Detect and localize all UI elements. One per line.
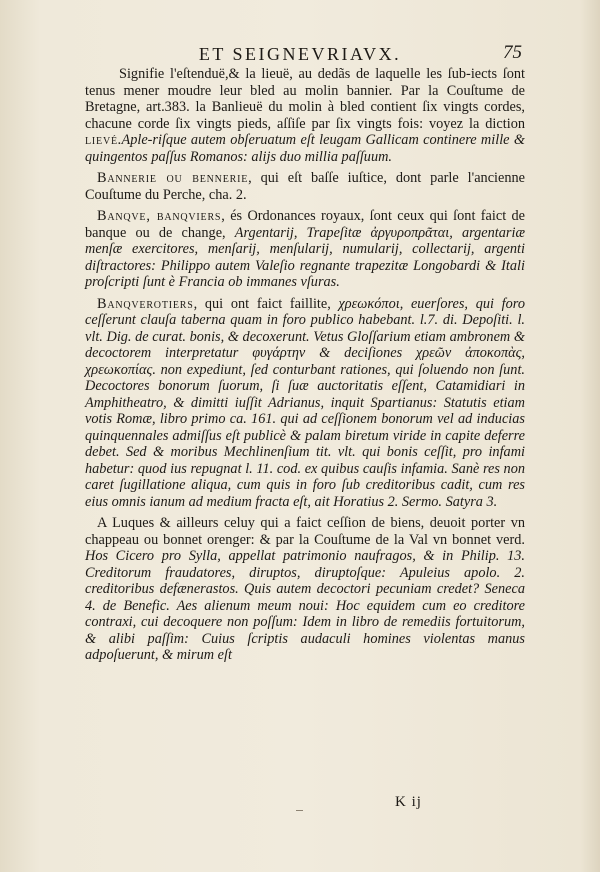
paragraph-4-segment-2: , qui ont faict faillite, — [193, 295, 339, 312]
page-number: 75 — [503, 42, 522, 63]
paragraph-1-segment-2: lievé — [85, 132, 118, 148]
paragraph-3-segment-3: Argentarij, Trapeſitæ ἀργυροπρᾶται, argentariæ menſæ exercitores, menſarij, menſularij, numularij, collectarij, argenti diſtractores: Philippo autem Valeſio regnante trapezitæ Longobardi & Itali proſcripti ſunt è Francia ob immanes vſuras. — [85, 224, 525, 290]
text-block — [85, 66, 525, 669]
paragraph-1-segment-1: Signifie l'eſtenduë,& la lieuë, au dedãs de laquelle les ſub-iects ſont tenus mener moudre leur bled au molin bannier. Par la Couſtume de Bretagne, art.383. la Banlieuë du molin à bled contient ſix vingts cordes, chacune corde ſix vingts pieds, aſſiſe par ſix vingts fois: voyez la diction — [85, 66, 525, 132]
paragraph-4 — [85, 296, 525, 511]
paragraph-5-segment-2: Hos Cicero pro Sylla, appellat patrimonio naufragos, & in Philip. 13. Creditorum fraudatores, diruptos, diruptoſque: Apuleius apolo. 2. creditoribus defænerastos. Quis autem decoctori pecuniam credet? Seneca 4. de Benefic. Aes alienum meum noui: Hoc equidem cum eo creditore contraxi, cui decoquere non poſſum: Idem in libro de remediis fortuitorum, & alibi paſſim: Cuius ſcriptis audaculi homines violentas manus adpoſuerunt, & mirum eſt — [85, 548, 525, 663]
paragraph-5 — [85, 515, 525, 664]
paragraph-4-segment-1: Banqverotiers — [97, 295, 194, 312]
page-header — [0, 44, 600, 68]
paragraph-2-segment-1: Bannerie ou bennerie — [97, 170, 249, 186]
paragraph-5-segment-1: A Luques & ailleurs celuy qui a faict ceſſion de biens, deuoit porter vn chappeau ou bonnet orenger: & par la Couſtume de la Val vn bonnet verd. — [85, 515, 525, 548]
paragraph-3-segment-2: , és Ordonances royaux, ſont ceux qui ſont faict de banque ou de change, — [85, 208, 525, 241]
dash-mark — [296, 810, 303, 811]
running-head: ET SEIGNEVRIAVX. — [198, 44, 402, 64]
paragraph-2 — [85, 170, 525, 203]
paragraph-1 — [85, 66, 525, 165]
paragraph-4-segment-3: χρεωκόποι, euerſores, qui foro ceſſerunt clauſa taberna quam in foro publico habebant. l.7. di. Depoſiti. l. vlt. Dig. de curat. bonis, & decoxerunt. Vetus Gloſſarium etiam ambronem & decoctorem interpretatur φυγάρτην & deciſiones χρεῶν ἀποκοπὰς, χρεωκοπίας. non expediunt, ſed conturbant rationes, qui ſoluendo non ſunt. Decoctores bonorum ſuorum, ſi ſuæ auctoritatis eſſent, Catamidiari in Amphitheatro, & dimitti iuſſit Adrianus, inquit Spartianus: Statutis etiam votis Romæ, libro primo ca. 161. qui ad ceſſionem bonorum vel ad inducias quinquennales admiſſus eſt publicè & palam biretum viride in capite deferre debet. Sed & moribus Mechlinenſium tit. vlt. qui bonis ceſſit, pro infami habetur: quod ius repugnat l. 11. cod. ex quibus cauſis infamia. Sanè res non caret ſugillatione aliqua, cum quis in foro ſub creditoribus cadit, cum res eius omnis ianum ad medium fracta eſt, ait Horatius 2. Sermo. Satyra 3. — [85, 295, 525, 510]
signature-mark: K ij — [395, 794, 422, 810]
paragraph-3-segment-1: Banqve, banqviers — [97, 208, 222, 224]
paragraph-3 — [85, 208, 525, 291]
paragraph-1-segment-3: .Aple-riſque autem obſeruatum eſt leugam Gallicam continere mille & quingentos paſſus Romanos: alijs duo millia paſſuum. — [85, 132, 525, 165]
paragraph-2-segment-2: , qui eſt baſſe iuſtice, dont parle l'ancienne Couſtume du Perche, cha. 2. — [85, 170, 525, 203]
